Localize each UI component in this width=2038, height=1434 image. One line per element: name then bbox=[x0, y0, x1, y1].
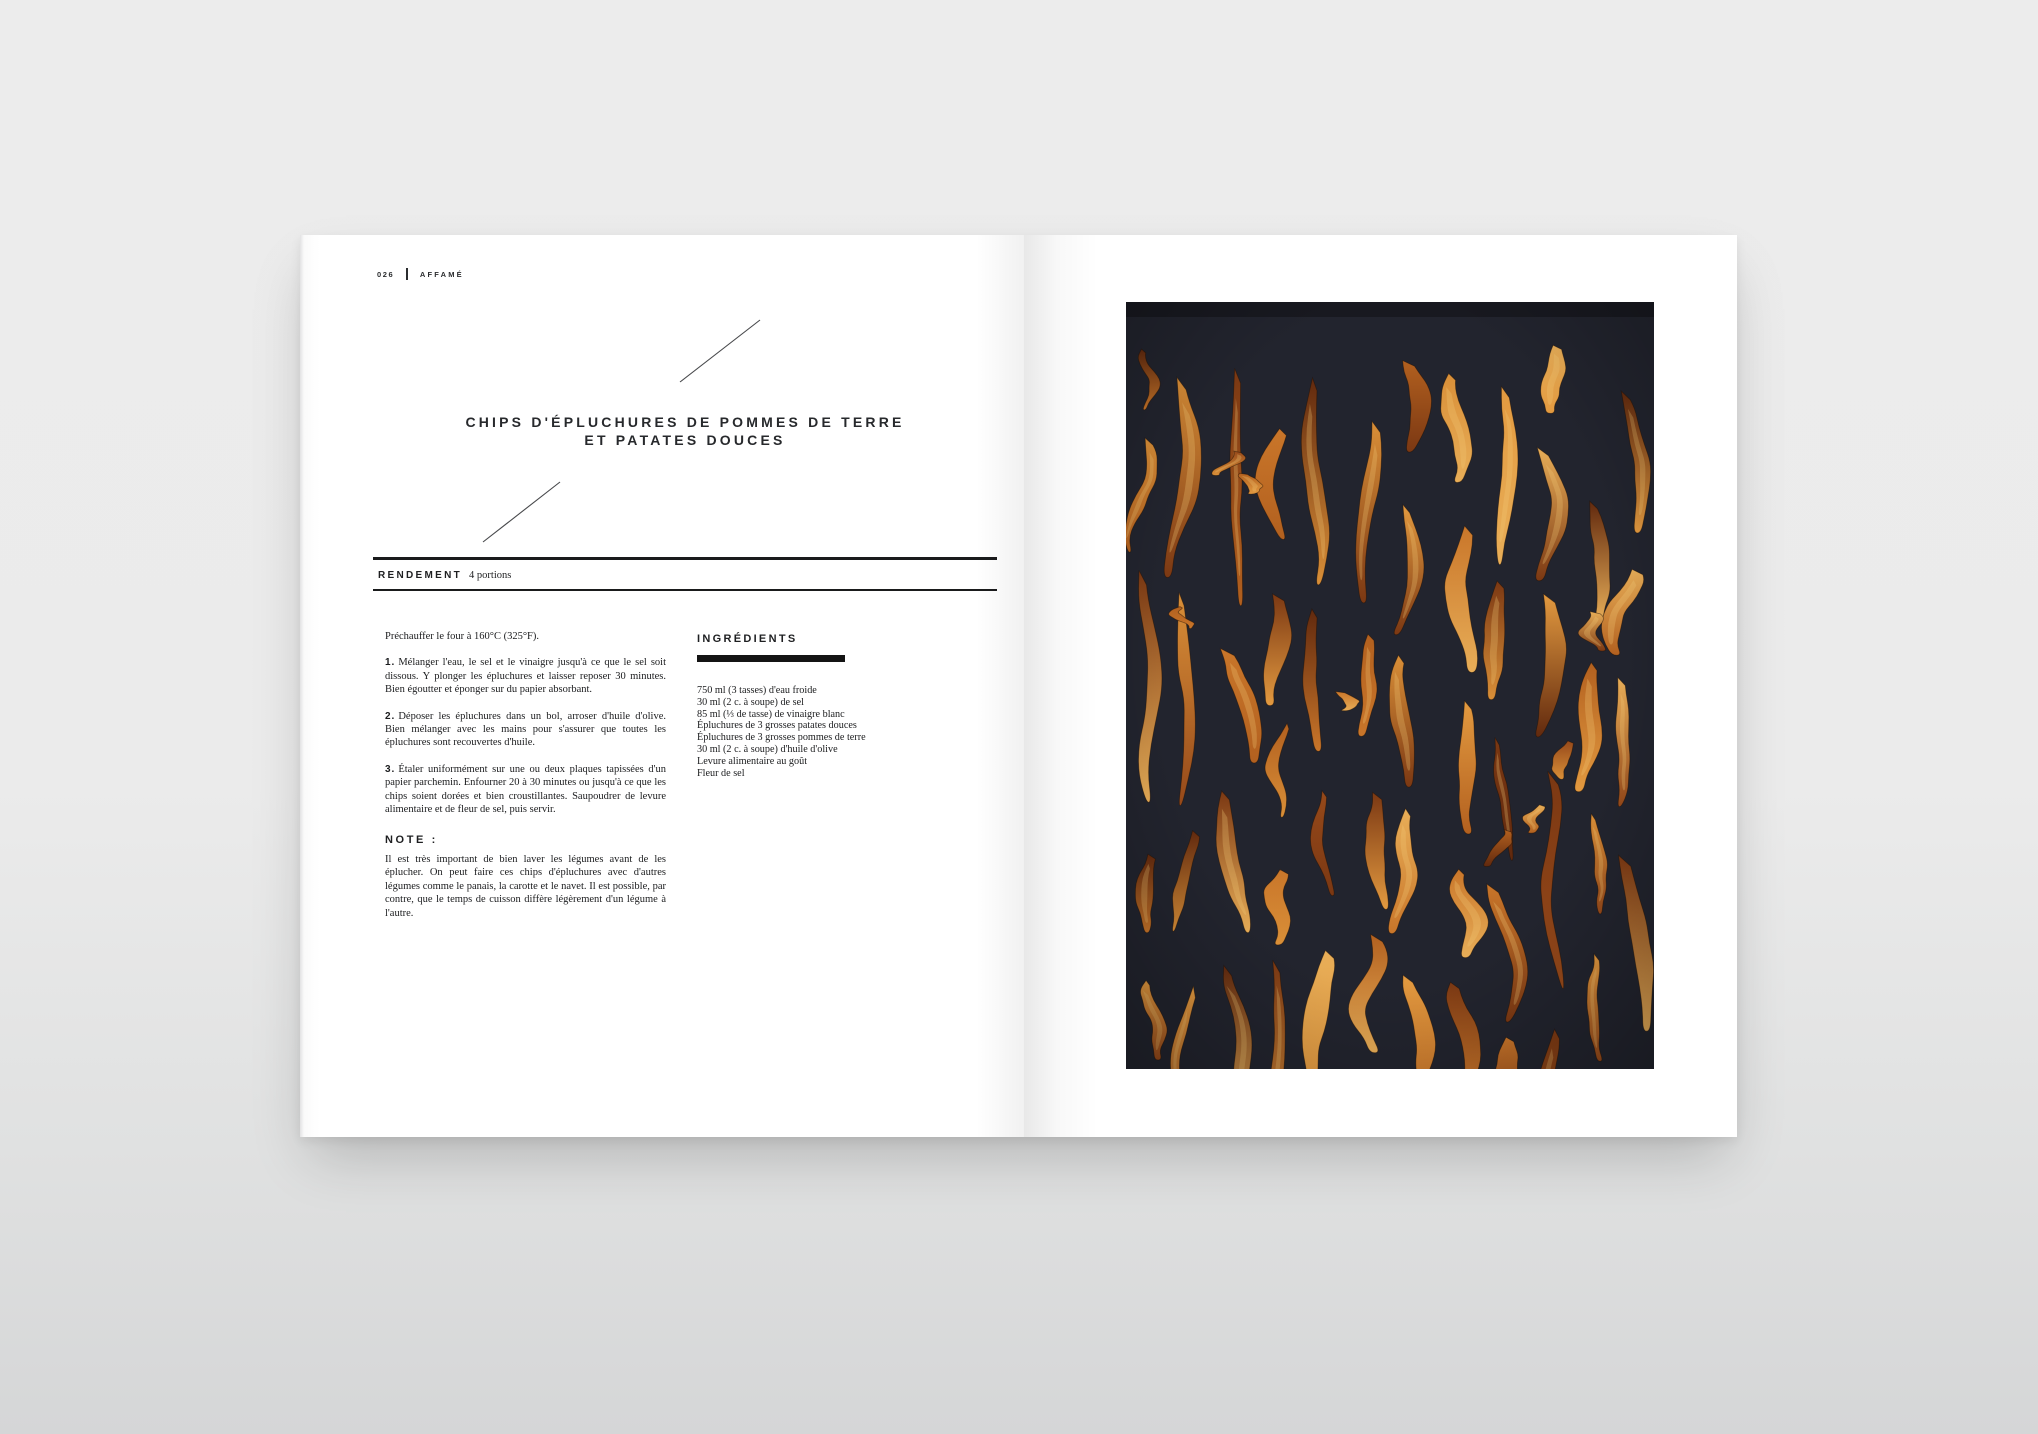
intro-paragraph: Préchauffer le four à 160°C (325°F). bbox=[385, 631, 539, 642]
folio-page-number: 026 bbox=[377, 269, 395, 279]
ingredient-item: Épluchures de 3 grosses pommes de terre bbox=[697, 732, 866, 744]
ingredient-item: 30 ml (2 c. à soupe) de sel bbox=[697, 696, 804, 708]
recipe-photo-art bbox=[1126, 302, 1654, 1069]
folio-book-title: AFFAMÉ bbox=[419, 269, 464, 279]
decorative-diagonal-lines bbox=[300, 235, 1024, 1137]
yield-label: RENDEMENT bbox=[378, 570, 463, 581]
step-number-2: 2. bbox=[385, 710, 396, 722]
page-spread bbox=[300, 235, 1737, 1137]
left-page bbox=[300, 235, 1024, 1137]
step-text-1: Mélanger l'eau, le sel et le vinaigre jusqu'à ce que le sel soit dissous. Y plonger les épluchures et laisser reposer 30 minutes. Bien égoutter et éponger sur du papier absorbant. bbox=[385, 657, 666, 696]
ingredient-item: Levure alimentaire au goût bbox=[697, 755, 808, 767]
recipe-title-line2: ET PATATES DOUCES bbox=[584, 432, 786, 448]
ingredient-item: Fleur de sel bbox=[697, 767, 745, 779]
ingredient-item: Épluchures de 3 grosses patates douces bbox=[697, 720, 857, 732]
step-number-3: 3. bbox=[385, 763, 396, 775]
ingredient-item: 30 ml (2 c. à soupe) d'huile d'olive bbox=[697, 743, 838, 755]
step-text-2: Déposer les épluchures dans un bol, arroser d'huile d'olive. Bien mélanger avec les mains pour s'assurer que toutes les épluchures sont recouvertes d'huile. bbox=[385, 710, 666, 749]
recipe-title-line1: CHIPS D'ÉPLUCHURES DE POMMES DE TERRE bbox=[465, 414, 905, 430]
ingredient-item: 85 ml (⅓ de tasse) de vinaigre blanc bbox=[697, 708, 845, 720]
recipe-photo bbox=[1126, 302, 1654, 1069]
ingredient-item: 750 ml (3 tasses) d'eau froide bbox=[697, 685, 817, 696]
step-number-1: 1. bbox=[385, 657, 396, 669]
yield-value: 4 portions bbox=[469, 570, 512, 581]
step-text-3: Étaler uniformément sur une ou deux plaques tapissées d'un papier parchemin. Enfourner 20 à 30 minutes ou jusqu'à ce que les chips soient dorées et bien croustillantes. Saupoudrer de levure alimentaire et de fleur de sel, puis servir. bbox=[385, 763, 666, 816]
ingredients-heading: INGRÉDIENTS bbox=[697, 633, 798, 645]
note-heading: NOTE : bbox=[385, 834, 438, 847]
right-page bbox=[1024, 235, 1737, 1137]
note-text: Il est très important de bien laver les légumes avant de les éplucher. On peut faire ces chips d'épluchures avec d'autres légumes comme le panais, la carotte et le navet. Il est possible, par contre, que le temps de cuisson diffère légèrement d'un légume à l'autre. bbox=[385, 853, 666, 919]
